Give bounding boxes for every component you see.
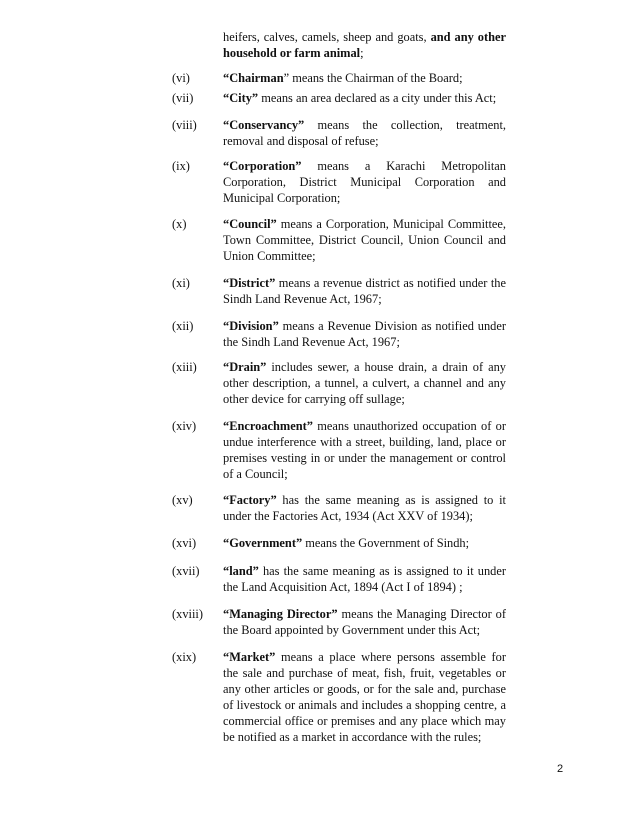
defined-term: “Government” — [223, 536, 303, 550]
definition-text — [223, 535, 506, 551]
definition-text — [223, 418, 506, 482]
clause-number: (ix) — [172, 159, 190, 173]
lead-end: ; — [360, 46, 364, 60]
definition-text — [223, 606, 506, 638]
page-number: 2 — [557, 763, 564, 775]
clause-number: (xviii) — [172, 607, 203, 621]
definition-body: means an area declared as a city under this Act; — [258, 91, 497, 105]
clause-number: (xiii) — [172, 360, 197, 374]
definition-text — [223, 117, 506, 149]
clause-number: (xiv) — [172, 419, 197, 433]
lead-continuation — [223, 29, 506, 61]
definition-body: ” means the Chairman of the Board; — [283, 71, 463, 85]
definition-text — [223, 158, 506, 206]
definition-body: includes sewer, a house drain, a drain of any other description, a tunnel, a culvert, a channel and any other device for carrying off sullage; — [223, 360, 506, 406]
clause-number: (xv) — [172, 493, 193, 507]
definition-body: means the Managing Director of the Board appointed by Government under this Act; — [223, 607, 506, 637]
defined-term: “Drain” — [223, 360, 267, 374]
clause-number: (x) — [172, 217, 187, 231]
definition-text — [223, 359, 506, 407]
definition-text — [223, 90, 506, 106]
defined-term: “Conservancy” — [223, 118, 305, 132]
clause-number: (viii) — [172, 118, 197, 132]
defined-term: “Division” — [223, 319, 279, 333]
clause-number: (xi) — [172, 276, 190, 290]
clause-number: (xvii) — [172, 564, 200, 578]
definition-text — [223, 318, 506, 350]
clause-number: (xii) — [172, 319, 194, 333]
defined-term: “land” — [223, 564, 259, 578]
definition-body: means the collection, treatment, removal and disposal of refuse; — [223, 118, 506, 148]
definition-body: has the same meaning as is assigned to it under the Land Acquisition Act, 1894 (Act I of 1894) ; — [223, 564, 506, 594]
lead-text: heifers, calves, camels, sheep and goats, — [223, 30, 431, 44]
defined-term: “Market” — [223, 650, 276, 664]
definition-body: means a Karachi Metropolitan Corporation, District Municipal Corporation and Municipal Corporation; — [223, 159, 506, 205]
clause-number: (vi) — [172, 71, 190, 85]
clause-number: (xvi) — [172, 536, 197, 550]
definition-text — [223, 492, 506, 524]
definition-text — [223, 649, 506, 745]
definition-body: means a place where persons assemble for the sale and purchase of meat, fish, fruit, vegetables or any other articles or goods, or for the sale and, purchase of livestock or animals and includes a shopping centre, a commercial office or premises and any place which may be notified as a market in accordance with the rules; — [223, 650, 506, 744]
definition-text — [223, 563, 506, 595]
defined-term: “Factory” — [223, 493, 277, 507]
definition-body: means a Revenue Division as notified under the Sindh Land Revenue Act, 1967; — [223, 319, 506, 349]
clause-number: (xix) — [172, 650, 197, 664]
defined-term: “Encroachment” — [223, 419, 313, 433]
definition-text — [223, 70, 506, 86]
definition-body: means a Corporation, Municipal Committee, Town Committee, District Council, Union Council and Union Committee; — [223, 217, 506, 263]
defined-term: “Managing Director” — [223, 607, 338, 621]
definition-text — [223, 216, 506, 264]
defined-term: “Chairman — [223, 71, 284, 85]
lead-bold-text: and any other household or farm animal — [223, 30, 506, 60]
defined-term: “City” — [223, 91, 259, 105]
defined-term: “District” — [223, 276, 276, 290]
definition-body: means a revenue district as notified under the Sindh Land Revenue Act, 1967; — [223, 276, 506, 306]
definition-body: means the Government of Sindh; — [302, 536, 470, 550]
definition-text — [223, 275, 506, 307]
clause-number: (vii) — [172, 91, 194, 105]
definition-body: means unauthorized occupation of or undue interference with a street, building, land, place or premises vesting in or under the management or control of a Council; — [223, 419, 506, 481]
defined-term: “Corporation” — [223, 159, 302, 173]
defined-term: “Council” — [223, 217, 277, 231]
definition-body: has the same meaning as is assigned to it under the Factories Act, 1934 (Act XXV of 1934); — [223, 493, 506, 523]
